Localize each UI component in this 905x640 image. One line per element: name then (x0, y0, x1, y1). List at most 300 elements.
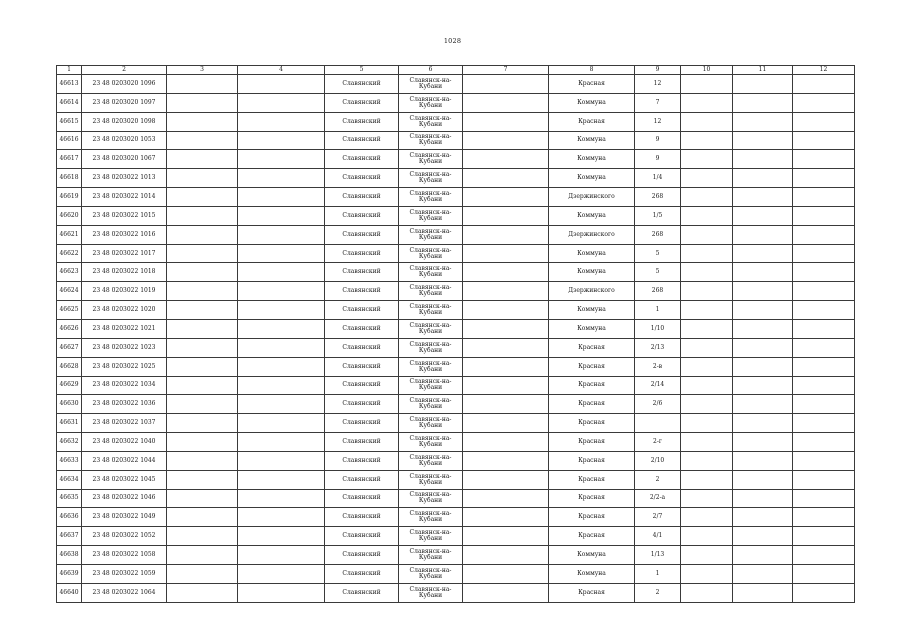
empty-cell-3 (167, 395, 238, 414)
record-number: 46614 (57, 93, 82, 112)
city-line-2: Кубани (418, 403, 443, 411)
empty-cell-12 (793, 301, 855, 320)
cadastral-code: 23 48 0203022 1014 (82, 188, 167, 207)
page-number: 1028 (443, 37, 462, 45)
city-line-1: Славянск-на- (409, 303, 452, 311)
record-number: 46625 (57, 301, 82, 320)
empty-cell-10 (681, 188, 733, 207)
house-cell: 2-в (635, 357, 681, 376)
city-line-1: Славянск-на- (409, 340, 452, 348)
district-cell: Славянский (325, 376, 399, 395)
house-cell: 5 (635, 244, 681, 263)
city-cell (399, 414, 463, 433)
district-cell: Славянский (325, 338, 399, 357)
city-line-1: Славянск-на- (409, 133, 452, 141)
empty-cell-3 (167, 470, 238, 489)
empty-cell-11 (733, 93, 793, 112)
house-cell: 2/13 (635, 338, 681, 357)
empty-cell-11 (733, 414, 793, 433)
cadastral-code: 23 48 0203020 1096 (82, 75, 167, 94)
city-line-1: Славянск-на- (409, 189, 452, 197)
city-cell (399, 150, 463, 169)
house-cell: 12 (635, 112, 681, 131)
city-cell (399, 319, 463, 338)
city-cell (399, 433, 463, 452)
empty-cell-7 (463, 188, 549, 207)
city-cell (399, 75, 463, 94)
street-cell: Красная (549, 508, 635, 527)
record-number: 46626 (57, 319, 82, 338)
house-cell: 268 (635, 188, 681, 207)
cadastral-code: 23 48 0203022 1018 (82, 263, 167, 282)
empty-cell-10 (681, 564, 733, 583)
cadastral-code: 23 48 0203022 1016 (82, 225, 167, 244)
record-number: 46618 (57, 169, 82, 188)
district-cell: Славянский (325, 395, 399, 414)
empty-cell-12 (793, 470, 855, 489)
cadastral-code: 23 48 0203022 1052 (82, 527, 167, 546)
empty-cell-11 (733, 301, 793, 320)
city-line-2: Кубани (418, 233, 443, 241)
city-line-1: Славянск-на- (409, 472, 452, 480)
empty-cell-7 (463, 263, 549, 282)
empty-cell-11 (733, 244, 793, 263)
table-row (57, 489, 855, 508)
cadastral-code: 23 48 0203022 1019 (82, 282, 167, 301)
table-row (57, 188, 855, 207)
empty-cell-3 (167, 75, 238, 94)
city-line-2: Кубани (418, 497, 443, 505)
city-cell (399, 546, 463, 565)
street-cell: Красная (549, 376, 635, 395)
street-cell: Красная (549, 583, 635, 602)
table-row (57, 225, 855, 244)
street-cell: Красная (549, 75, 635, 94)
table-body (57, 75, 855, 603)
empty-cell-7 (463, 546, 549, 565)
empty-cell-11 (733, 131, 793, 150)
empty-cell-10 (681, 508, 733, 527)
street-cell: Красная (549, 451, 635, 470)
table-row (57, 93, 855, 112)
empty-cell-12 (793, 112, 855, 131)
empty-cell-12 (793, 527, 855, 546)
empty-cell-4 (238, 357, 325, 376)
empty-cell-3 (167, 188, 238, 207)
empty-cell-4 (238, 263, 325, 282)
city-line-1: Славянск-на- (409, 321, 452, 329)
district-cell: Славянский (325, 433, 399, 452)
city-cell (399, 357, 463, 376)
cadastral-code: 23 48 0203020 1053 (82, 131, 167, 150)
record-number: 46629 (57, 376, 82, 395)
district-cell: Славянский (325, 527, 399, 546)
city-line-1: Славянск-на- (409, 227, 452, 235)
empty-cell-10 (681, 489, 733, 508)
record-number: 46615 (57, 112, 82, 131)
city-line-1: Славянск-на- (409, 265, 452, 273)
empty-cell-4 (238, 188, 325, 207)
house-cell: 1 (635, 301, 681, 320)
empty-cell-7 (463, 75, 549, 94)
empty-cell-7 (463, 338, 549, 357)
record-number: 46628 (57, 357, 82, 376)
empty-cell-11 (733, 564, 793, 583)
city-line-2: Кубани (418, 459, 443, 467)
cadastral-code: 23 48 0203020 1067 (82, 150, 167, 169)
empty-cell-12 (793, 357, 855, 376)
house-cell (635, 414, 681, 433)
cadastral-code: 23 48 0203022 1045 (82, 470, 167, 489)
empty-cell-11 (733, 583, 793, 602)
record-number: 46621 (57, 225, 82, 244)
house-cell: 2/2-а (635, 489, 681, 508)
city-line-2: Кубани (418, 158, 443, 166)
house-cell: 1/13 (635, 546, 681, 565)
city-cell (399, 395, 463, 414)
empty-cell-3 (167, 282, 238, 301)
district-cell: Славянский (325, 188, 399, 207)
empty-cell-12 (793, 131, 855, 150)
cadastral-code: 23 48 0203022 1013 (82, 169, 167, 188)
cadastral-code: 23 48 0203022 1023 (82, 338, 167, 357)
table-row (57, 169, 855, 188)
district-cell: Славянский (325, 546, 399, 565)
empty-cell-12 (793, 395, 855, 414)
table-row (57, 338, 855, 357)
house-cell: 1/10 (635, 319, 681, 338)
empty-cell-7 (463, 489, 549, 508)
street-cell: Коммуна (549, 150, 635, 169)
street-cell: Дзержинского (549, 282, 635, 301)
record-number: 46635 (57, 489, 82, 508)
empty-cell-10 (681, 112, 733, 131)
empty-cell-11 (733, 546, 793, 565)
table-row (57, 319, 855, 338)
cadastral-code: 23 48 0203022 1046 (82, 489, 167, 508)
city-cell (399, 93, 463, 112)
table-row (57, 301, 855, 320)
street-cell: Коммуна (549, 206, 635, 225)
empty-cell-11 (733, 75, 793, 94)
empty-cell-3 (167, 206, 238, 225)
record-number: 46637 (57, 527, 82, 546)
city-line-1: Славянск-на- (409, 171, 452, 179)
empty-cell-12 (793, 546, 855, 565)
empty-cell-12 (793, 338, 855, 357)
cadastral-code: 23 48 0203022 1049 (82, 508, 167, 527)
empty-cell-11 (733, 282, 793, 301)
table-row (57, 282, 855, 301)
cadastral-code: 23 48 0203022 1025 (82, 357, 167, 376)
city-line-1: Славянск-на- (409, 114, 452, 122)
empty-cell-10 (681, 433, 733, 452)
city-line-2: Кубани (418, 572, 443, 580)
empty-cell-3 (167, 583, 238, 602)
street-cell: Красная (549, 489, 635, 508)
house-cell: 7 (635, 93, 681, 112)
cadastral-code: 23 48 0203022 1015 (82, 206, 167, 225)
city-line-1: Славянск-на- (409, 548, 452, 556)
empty-cell-4 (238, 93, 325, 112)
district-cell: Славянский (325, 508, 399, 527)
record-number: 46613 (57, 75, 82, 94)
empty-cell-12 (793, 75, 855, 94)
empty-cell-7 (463, 451, 549, 470)
empty-cell-12 (793, 508, 855, 527)
empty-cell-4 (238, 395, 325, 414)
empty-cell-12 (793, 225, 855, 244)
column-header-7: 7 (463, 66, 549, 75)
empty-cell-10 (681, 263, 733, 282)
district-cell: Славянский (325, 489, 399, 508)
street-cell: Красная (549, 414, 635, 433)
city-line-1: Славянск-на- (409, 378, 452, 386)
street-cell: Коммуна (549, 93, 635, 112)
city-cell (399, 112, 463, 131)
district-cell: Славянский (325, 169, 399, 188)
column-header-2: 2 (82, 66, 167, 75)
city-line-1: Славянск-на- (409, 510, 452, 518)
empty-cell-10 (681, 93, 733, 112)
empty-cell-3 (167, 93, 238, 112)
city-line-2: Кубани (418, 252, 443, 260)
record-number: 46636 (57, 508, 82, 527)
district-cell: Славянский (325, 301, 399, 320)
house-cell: 2-г (635, 433, 681, 452)
table-row (57, 451, 855, 470)
city-cell (399, 489, 463, 508)
empty-cell-12 (793, 263, 855, 282)
empty-cell-12 (793, 489, 855, 508)
table-row (57, 206, 855, 225)
city-cell (399, 169, 463, 188)
city-cell (399, 583, 463, 602)
table-row (57, 112, 855, 131)
district-cell: Славянский (325, 75, 399, 94)
record-number: 46620 (57, 206, 82, 225)
table-row (57, 414, 855, 433)
empty-cell-7 (463, 206, 549, 225)
empty-cell-3 (167, 357, 238, 376)
city-line-2: Кубани (418, 214, 443, 222)
empty-cell-12 (793, 282, 855, 301)
empty-cell-7 (463, 564, 549, 583)
district-cell: Славянский (325, 414, 399, 433)
house-cell: 2/6 (635, 395, 681, 414)
city-cell (399, 470, 463, 489)
empty-cell-3 (167, 150, 238, 169)
empty-cell-4 (238, 319, 325, 338)
empty-cell-11 (733, 150, 793, 169)
empty-cell-7 (463, 150, 549, 169)
empty-cell-7 (463, 169, 549, 188)
district-cell: Славянский (325, 93, 399, 112)
empty-cell-7 (463, 244, 549, 263)
empty-cell-3 (167, 319, 238, 338)
district-cell: Славянский (325, 112, 399, 131)
city-cell (399, 225, 463, 244)
street-cell: Коммуна (549, 301, 635, 320)
empty-cell-10 (681, 338, 733, 357)
cadastral-code: 23 48 0203022 1058 (82, 546, 167, 565)
empty-cell-7 (463, 583, 549, 602)
empty-cell-12 (793, 564, 855, 583)
city-cell (399, 451, 463, 470)
table-row (57, 508, 855, 527)
empty-cell-4 (238, 564, 325, 583)
city-cell (399, 244, 463, 263)
city-line-1: Славянск-на- (409, 76, 452, 84)
district-cell: Славянский (325, 263, 399, 282)
city-line-2: Кубани (418, 478, 443, 486)
empty-cell-4 (238, 376, 325, 395)
record-number: 46639 (57, 564, 82, 583)
column-header-10: 10 (681, 66, 733, 75)
empty-cell-12 (793, 93, 855, 112)
empty-cell-11 (733, 319, 793, 338)
house-cell: 268 (635, 225, 681, 244)
column-header-4: 4 (238, 66, 325, 75)
empty-cell-3 (167, 489, 238, 508)
record-number: 46617 (57, 150, 82, 169)
record-number: 46622 (57, 244, 82, 263)
empty-cell-12 (793, 319, 855, 338)
district-cell: Славянский (325, 131, 399, 150)
city-line-1: Славянск-на- (409, 284, 452, 292)
empty-cell-10 (681, 169, 733, 188)
city-line-1: Славянск-на- (409, 566, 452, 574)
district-cell: Славянский (325, 150, 399, 169)
empty-cell-12 (793, 206, 855, 225)
street-cell: Дзержинского (549, 188, 635, 207)
record-number: 46623 (57, 263, 82, 282)
empty-cell-12 (793, 451, 855, 470)
empty-cell-7 (463, 470, 549, 489)
city-line-2: Кубани (418, 177, 443, 185)
street-cell: Красная (549, 433, 635, 452)
city-line-2: Кубани (418, 535, 443, 543)
empty-cell-10 (681, 75, 733, 94)
cadastral-code: 23 48 0203022 1036 (82, 395, 167, 414)
table-row (57, 244, 855, 263)
cadastral-code: 23 48 0203022 1059 (82, 564, 167, 583)
house-cell: 268 (635, 282, 681, 301)
city-cell (399, 338, 463, 357)
record-number: 46638 (57, 546, 82, 565)
empty-cell-10 (681, 319, 733, 338)
empty-cell-11 (733, 376, 793, 395)
empty-cell-12 (793, 583, 855, 602)
city-cell (399, 282, 463, 301)
record-number: 46616 (57, 131, 82, 150)
table-row (57, 75, 855, 94)
empty-cell-4 (238, 131, 325, 150)
empty-cell-4 (238, 527, 325, 546)
street-cell: Коммуна (549, 244, 635, 263)
record-number: 46631 (57, 414, 82, 433)
empty-cell-4 (238, 206, 325, 225)
empty-cell-11 (733, 169, 793, 188)
city-cell (399, 564, 463, 583)
cadastral-code: 23 48 0203022 1064 (82, 583, 167, 602)
empty-cell-11 (733, 433, 793, 452)
city-cell (399, 188, 463, 207)
empty-cell-11 (733, 527, 793, 546)
house-cell: 2/7 (635, 508, 681, 527)
empty-cell-11 (733, 188, 793, 207)
empty-cell-11 (733, 395, 793, 414)
empty-cell-10 (681, 583, 733, 602)
record-number: 46633 (57, 451, 82, 470)
empty-cell-12 (793, 188, 855, 207)
empty-cell-4 (238, 244, 325, 263)
empty-cell-3 (167, 376, 238, 395)
empty-cell-12 (793, 150, 855, 169)
house-cell: 1/5 (635, 206, 681, 225)
table-row (57, 357, 855, 376)
empty-cell-7 (463, 414, 549, 433)
empty-cell-11 (733, 338, 793, 357)
street-cell: Дзержинского (549, 225, 635, 244)
empty-cell-7 (463, 508, 549, 527)
empty-cell-10 (681, 546, 733, 565)
district-cell: Славянский (325, 451, 399, 470)
empty-cell-10 (681, 225, 733, 244)
city-cell (399, 206, 463, 225)
city-line-2: Кубани (418, 554, 443, 562)
empty-cell-4 (238, 282, 325, 301)
city-line-2: Кубани (418, 82, 443, 90)
record-number: 46634 (57, 470, 82, 489)
street-cell: Красная (549, 527, 635, 546)
city-line-1: Славянск-на- (409, 152, 452, 160)
empty-cell-12 (793, 169, 855, 188)
record-number: 46640 (57, 583, 82, 602)
empty-cell-7 (463, 357, 549, 376)
city-line-2: Кубани (418, 591, 443, 599)
street-cell: Красная (549, 112, 635, 131)
column-header-12: 12 (793, 66, 855, 75)
empty-cell-7 (463, 93, 549, 112)
table-row (57, 470, 855, 489)
house-cell: 9 (635, 150, 681, 169)
cadastral-code: 23 48 0203022 1044 (82, 451, 167, 470)
empty-cell-3 (167, 225, 238, 244)
house-cell: 9 (635, 131, 681, 150)
empty-cell-10 (681, 357, 733, 376)
city-line-2: Кубани (418, 101, 443, 109)
empty-cell-3 (167, 546, 238, 565)
street-cell: Красная (549, 357, 635, 376)
empty-cell-7 (463, 225, 549, 244)
empty-cell-11 (733, 489, 793, 508)
empty-cell-4 (238, 338, 325, 357)
street-cell: Коммуна (549, 546, 635, 565)
city-line-2: Кубани (418, 120, 443, 128)
empty-cell-7 (463, 527, 549, 546)
city-line-2: Кубани (418, 516, 443, 524)
empty-cell-3 (167, 244, 238, 263)
city-line-1: Славянск-на- (409, 416, 452, 424)
district-cell: Славянский (325, 583, 399, 602)
city-line-2: Кубани (418, 440, 443, 448)
empty-cell-3 (167, 131, 238, 150)
city-cell (399, 376, 463, 395)
header-row (57, 66, 855, 75)
table-row (57, 131, 855, 150)
house-cell: 2/14 (635, 376, 681, 395)
